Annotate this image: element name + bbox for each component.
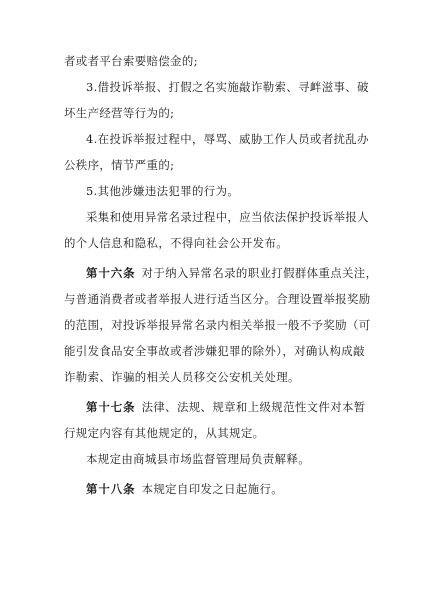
line-text: 3.借投诉举报、打假之名实施敲诈勒索、寻衅滋事、破 bbox=[86, 80, 369, 94]
paragraph-start bbox=[64, 446, 364, 472]
list-item bbox=[64, 126, 369, 152]
article-heading: 第十八条 bbox=[86, 482, 136, 496]
line-text: 本规定由商城县市场监督管理局负责解释。 bbox=[86, 452, 311, 466]
text-line bbox=[64, 364, 364, 390]
list-item bbox=[64, 74, 369, 100]
line-text: 法律、法规、规章和上级规范性文件对本暂 bbox=[141, 400, 366, 414]
line-text: 公秩序，情节严重的; bbox=[64, 158, 175, 172]
text-line bbox=[64, 48, 364, 74]
line-text: 行规定内容有其他规定的，从其规定。 bbox=[64, 426, 265, 440]
text-line bbox=[64, 100, 364, 126]
article-heading: 第十七条 bbox=[86, 400, 136, 414]
line-text: 对于纳入异常名录的职业打假群体重点关注， bbox=[141, 266, 378, 280]
text-line bbox=[64, 338, 364, 364]
line-text: 的范围，对投诉举报异常名录内相关举报一般不予奖励（可 bbox=[64, 318, 371, 332]
line-text: 诈勒索、诈骗的相关人员移交公安机关处理。 bbox=[64, 370, 300, 384]
text-line bbox=[64, 312, 371, 338]
line-text: 的个人信息和隐私，不得向社会公开发布。 bbox=[64, 236, 289, 250]
line-text: 4.在投诉举报过程中，辱骂、威胁工作人员或者扰乱办 bbox=[86, 132, 369, 146]
document-body bbox=[64, 48, 378, 502]
article-heading: 第十六条 bbox=[86, 266, 136, 280]
line-text: 5.其他涉嫌违法犯罪的行为。 bbox=[86, 184, 240, 198]
text-line bbox=[64, 152, 364, 178]
line-text: 坏生产经营等行为的; bbox=[64, 106, 175, 120]
text-line bbox=[64, 286, 371, 312]
article-18 bbox=[64, 476, 364, 502]
list-item bbox=[64, 178, 364, 204]
line-text: 与普通消费者或者举报人进行适当区分。合理设置举报奖励 bbox=[64, 292, 371, 306]
line-text: 本规定自印发之日起施行。 bbox=[141, 482, 284, 496]
text-line bbox=[64, 230, 364, 256]
article-16 bbox=[64, 260, 378, 286]
article-17 bbox=[64, 394, 364, 420]
text-line bbox=[64, 420, 364, 446]
line-text: 能引发食品安全事故或者涉嫌犯罪的除外），对确认构成敲 bbox=[64, 344, 365, 358]
line-text: 者或者平台索要赔偿金的; bbox=[64, 54, 198, 68]
line-text: 采集和使用异常名录过程中，应当依法保护投诉举报人 bbox=[86, 210, 369, 224]
paragraph-start bbox=[64, 204, 369, 230]
